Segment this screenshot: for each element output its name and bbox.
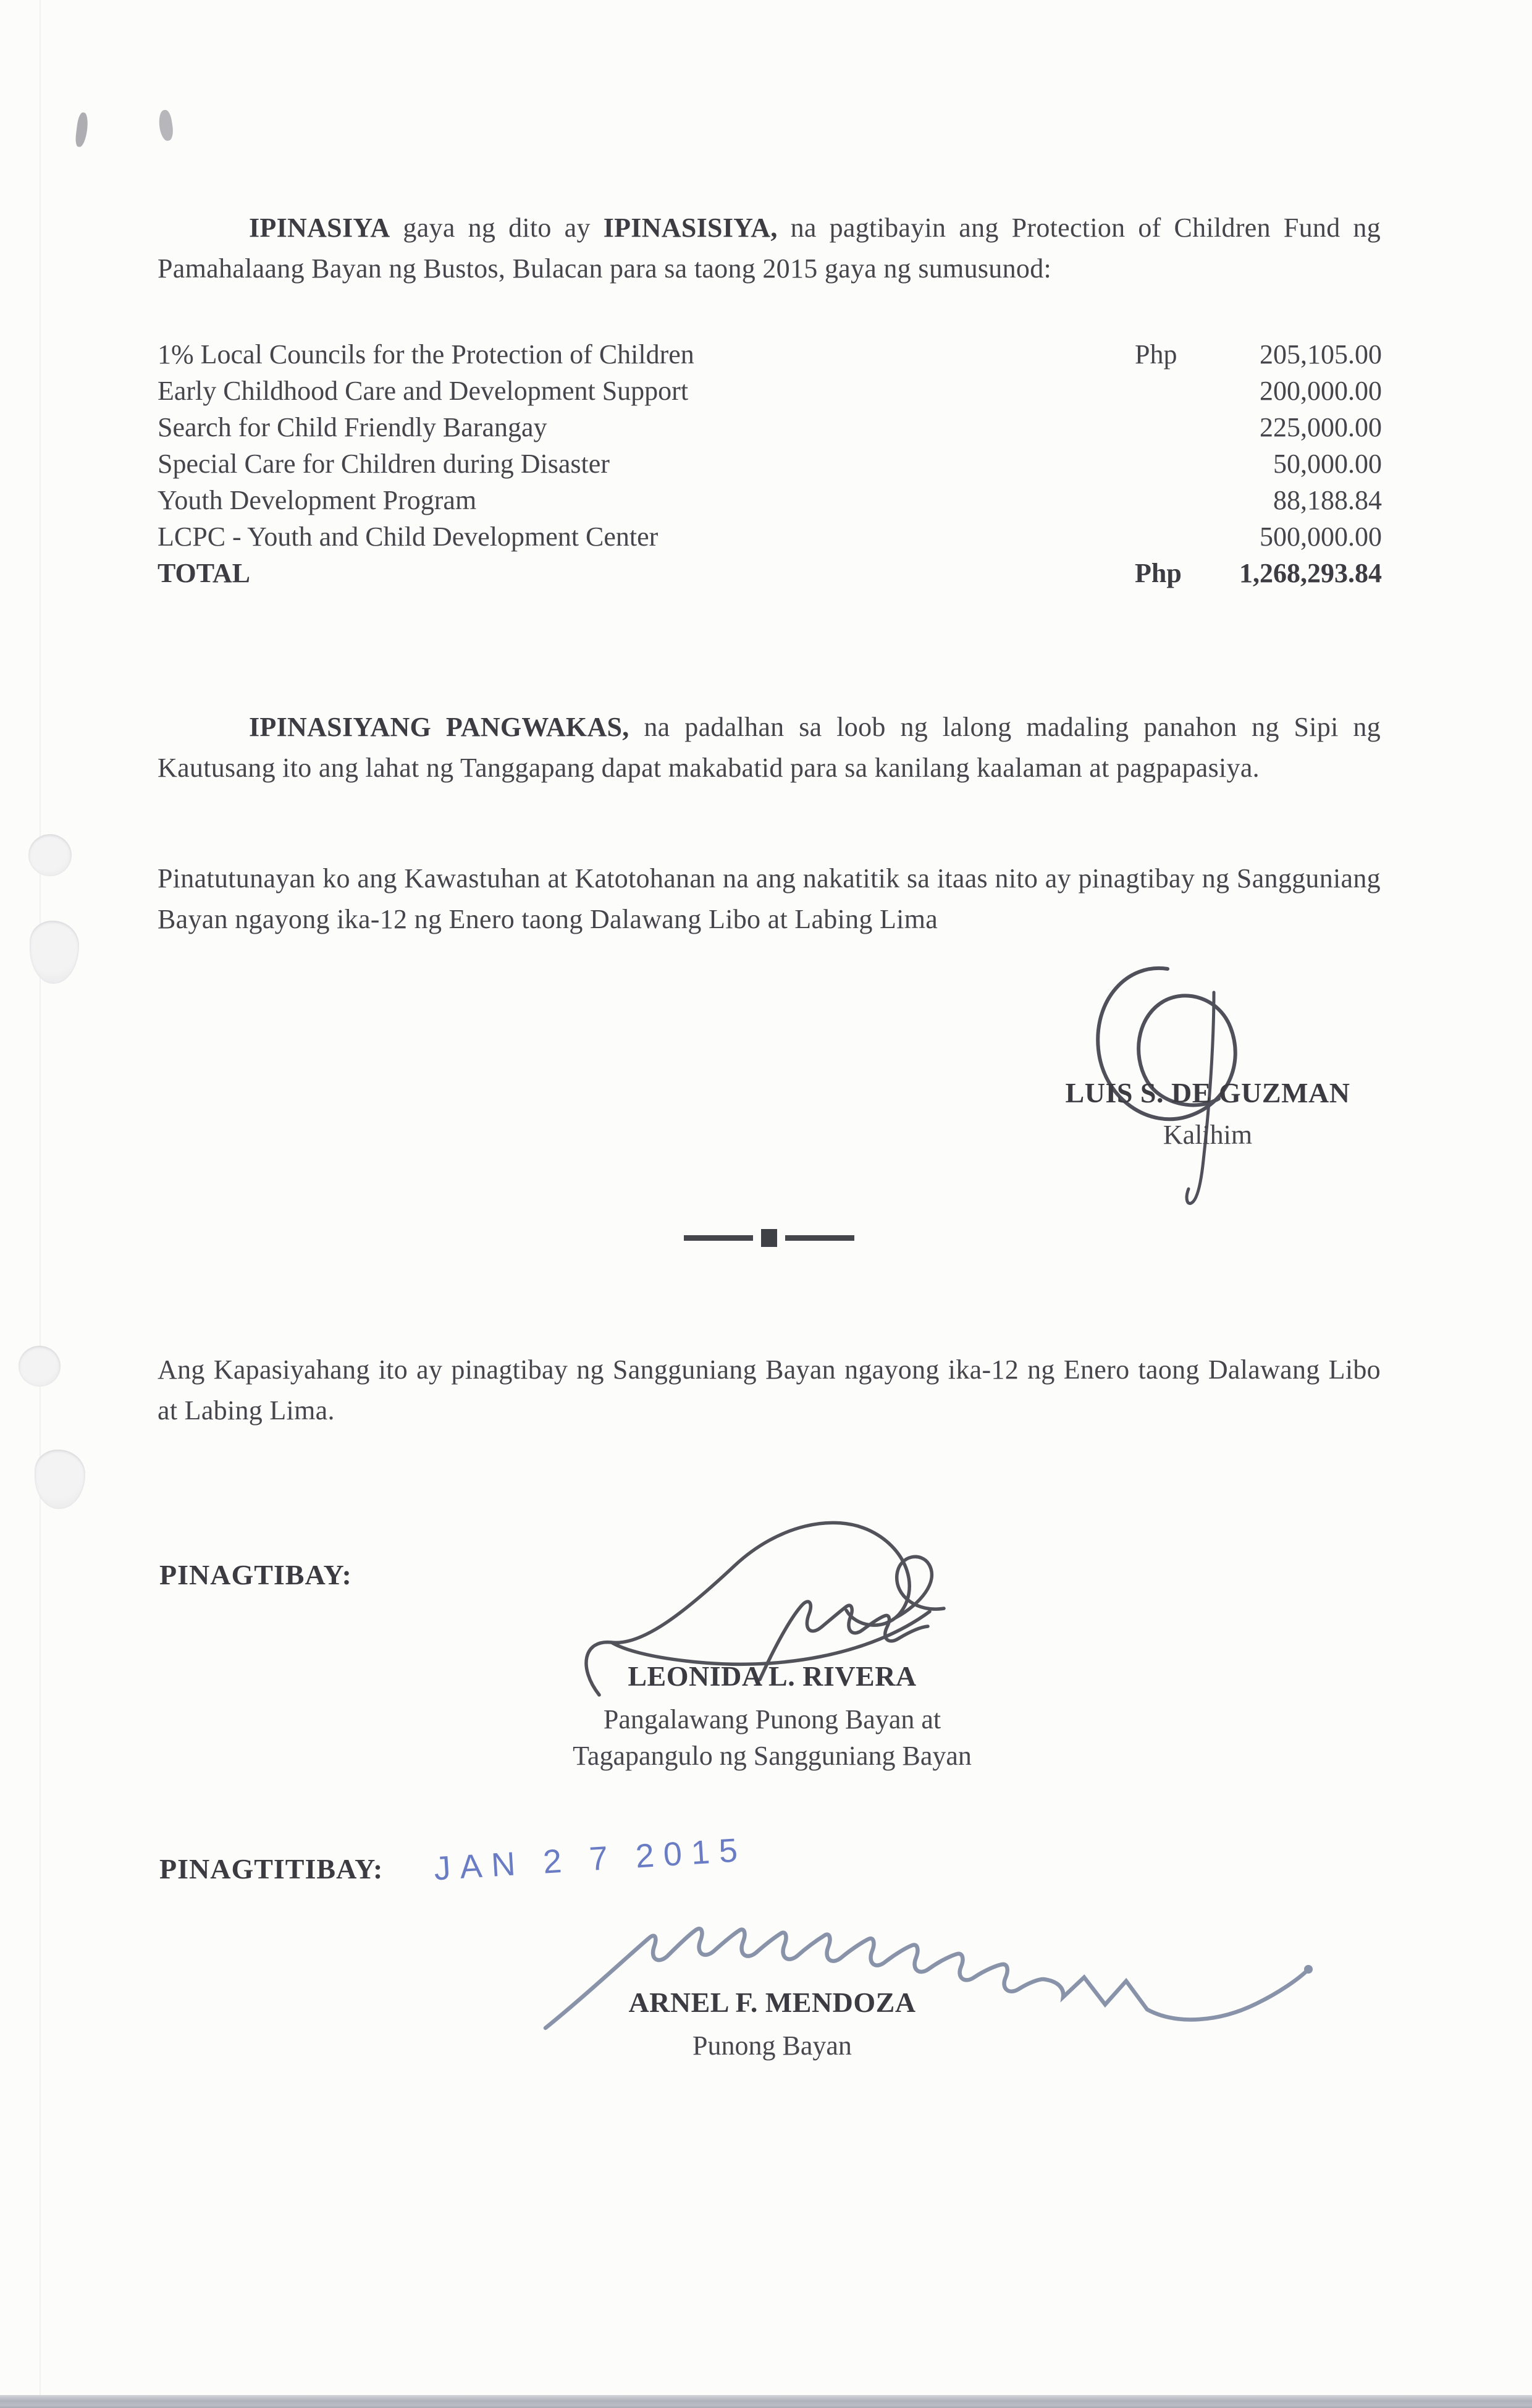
ink-smudge bbox=[75, 112, 90, 148]
budget-total-label: TOTAL bbox=[158, 558, 250, 588]
budget-total-currency: Php bbox=[1135, 558, 1182, 588]
budget-item-label: Youth Development Program bbox=[158, 485, 477, 515]
resolution-paragraph-2 bbox=[158, 707, 1381, 788]
budget-amount: 225,000.00 bbox=[1260, 412, 1382, 442]
paragraph1-text: na pagtibayin ang Protection of Children Fund ng Pamahalaang Bayan ng Bustos, Bulacan para sa taong 2015 gaya ng sumusunod: bbox=[158, 213, 1381, 284]
budget-item-label: Search for Child Friendly Barangay bbox=[158, 412, 547, 442]
scan-crease-line bbox=[40, 0, 41, 2408]
budget-row bbox=[158, 484, 1382, 521]
budget-row bbox=[158, 375, 1382, 412]
adoption-label: PINAGTIBAY: bbox=[159, 1559, 352, 1591]
mayor-name: ARNEL F. MENDOZA bbox=[628, 1987, 916, 2018]
punch-hole-blob bbox=[35, 1450, 85, 1509]
budget-row bbox=[158, 412, 1382, 448]
budget-item-label: LCPC - Youth and Child Development Center bbox=[158, 522, 659, 552]
divider-dash bbox=[785, 1235, 854, 1241]
approval-sign-block bbox=[519, 1986, 1025, 2061]
budget-row bbox=[158, 339, 1382, 375]
divider-square bbox=[761, 1229, 777, 1247]
paragraph2-keyword: IPINASIYANG PANGWAKAS, bbox=[249, 712, 629, 742]
budget-item-label: Early Childhood Care and Development Support bbox=[158, 376, 689, 406]
budget-amount: 88,188.84 bbox=[1273, 485, 1382, 515]
budget-currency: Php bbox=[1135, 339, 1177, 370]
paragraph2-text: na padalhan sa loob ng lalong madaling panahon ng Sipi ng Kautusang ito ang lahat ng Tanggapang dapat makabatid para sa kanilang kaalaman at pagpapasiya. bbox=[158, 712, 1381, 783]
budget-row bbox=[158, 521, 1382, 557]
divider-dash bbox=[684, 1235, 753, 1241]
punch-hole-blob bbox=[30, 921, 79, 984]
vice-mayor-title-line1: Pangalawang Punong Bayan at bbox=[603, 1704, 941, 1734]
date-stamp: JAN 2 7 2015 bbox=[432, 1831, 748, 1888]
budget-amount: 205,105.00 bbox=[1260, 339, 1382, 370]
paragraph1-keyword: IPINASISIYA, bbox=[603, 213, 778, 243]
punch-hole bbox=[28, 834, 72, 876]
budget-row bbox=[158, 448, 1382, 484]
secretary-sign-block bbox=[1044, 1076, 1371, 1151]
vice-mayor-name: LEONIDA L. RIVERA bbox=[628, 1660, 917, 1692]
vice-mayor-title-line2: Tagapangulo ng Sangguniang Bayan bbox=[573, 1741, 972, 1771]
budget-item-label: Special Care for Children during Disaster bbox=[158, 449, 610, 479]
punch-hole bbox=[19, 1346, 61, 1387]
mayor-title: Punong Bayan bbox=[692, 2030, 852, 2061]
closing-paragraph: Ang Kapasiyahang ito ay pinagtibay ng Sangguniang Bayan ngayong ika-12 ng Enero taong Dalawang Libo at Labing Lima. bbox=[158, 1354, 1381, 1426]
budget-total-amount: 1,268,293.84 bbox=[1239, 558, 1382, 588]
paragraph1-keyword: IPINASIYA bbox=[249, 213, 390, 243]
secretary-name: LUIS S. DE GUZMAN bbox=[1065, 1077, 1350, 1109]
budget-allocation-table bbox=[158, 339, 1382, 594]
budget-amount: 50,000.00 bbox=[1273, 449, 1382, 479]
resolution-paragraph-1 bbox=[158, 208, 1381, 289]
budget-item-label: 1% Local Councils for the Protection of Children bbox=[158, 339, 694, 370]
budget-amount: 200,000.00 bbox=[1260, 376, 1382, 406]
paragraph1-text: gaya ng dito ay bbox=[390, 213, 604, 243]
ink-smudge bbox=[157, 109, 175, 142]
section-divider bbox=[680, 1227, 859, 1249]
scan-edge-strip bbox=[0, 2395, 1532, 2408]
budget-amount: 500,000.00 bbox=[1260, 522, 1382, 552]
budget-total-row bbox=[158, 557, 1382, 594]
secretary-title: Kalihim bbox=[1163, 1120, 1253, 1150]
adoption-sign-block bbox=[519, 1660, 1025, 1772]
approval-label: PINAGTITIBAY: bbox=[159, 1853, 384, 1885]
certification-paragraph: Pinatutunayan ko ang Kawastuhan at Katotohanan na ang nakatitik sa itaas nito ay pinagtibay ng Sangguniang Bayan ngayong ika-12 ng Enero taong Dalawang Libo at Labing Lima bbox=[158, 863, 1381, 934]
